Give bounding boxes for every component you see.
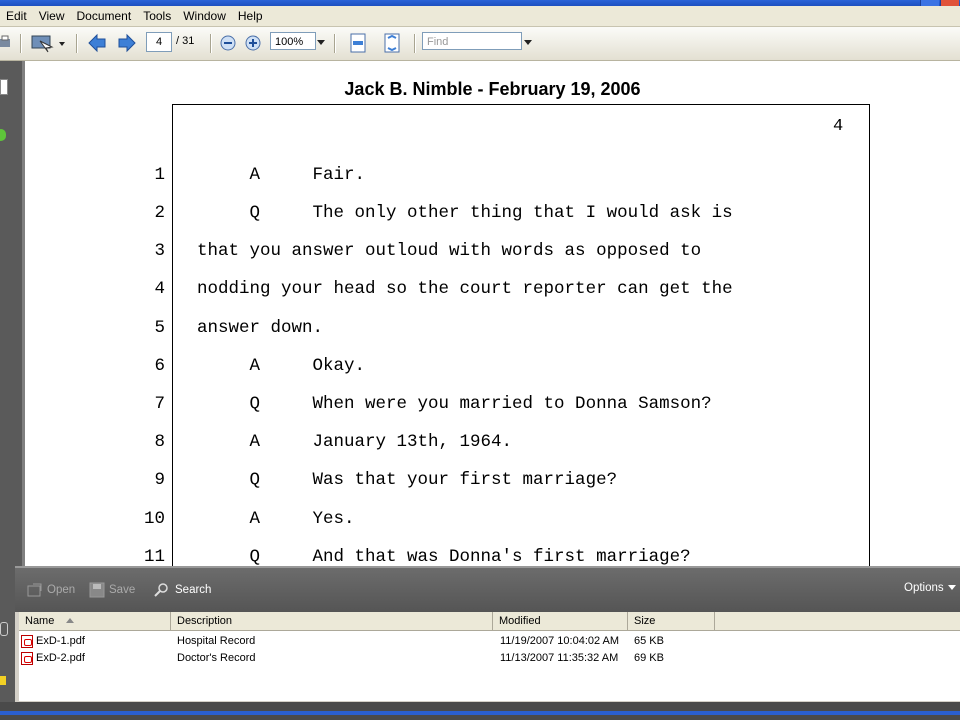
attachment-description: Hospital Record bbox=[177, 635, 256, 647]
menu-window[interactable]: Window bbox=[183, 9, 226, 23]
pdf-file-icon bbox=[21, 635, 33, 648]
column-name[interactable] bbox=[19, 612, 171, 630]
save-button[interactable] bbox=[89, 582, 135, 598]
transcript-line: Q And that was Donna's first marriage? bbox=[197, 547, 691, 566]
line-number: 9 bbox=[154, 470, 165, 490]
transcript-line: Q When were you married to Donna Samson? bbox=[197, 394, 712, 414]
line-number: 1 bbox=[154, 165, 165, 185]
options-label: Options bbox=[904, 582, 944, 594]
find-dropdown-icon[interactable] bbox=[523, 33, 533, 53]
next-page-icon[interactable] bbox=[116, 33, 138, 53]
transcript-line: A January 13th, 1964. bbox=[197, 432, 513, 452]
options-button[interactable] bbox=[904, 582, 956, 594]
attachment-name: ExD-1.pdf bbox=[36, 635, 85, 647]
toolbar-separator bbox=[334, 34, 336, 53]
attachments-toolbar bbox=[15, 568, 960, 612]
attachment-name-cell bbox=[21, 650, 85, 667]
transcript-line: Q Was that your first marriage? bbox=[197, 470, 618, 490]
line-number: 10 bbox=[143, 509, 165, 529]
transcript-line: A Yes. bbox=[197, 509, 355, 529]
attachment-row[interactable] bbox=[19, 633, 960, 650]
menu-bar bbox=[0, 6, 960, 27]
line-number: 3 bbox=[154, 241, 165, 261]
navigation-pane bbox=[0, 61, 22, 566]
taskbar-edge bbox=[0, 711, 960, 715]
attachment-size: 69 KB bbox=[634, 652, 664, 664]
toolbar-separator bbox=[414, 34, 416, 53]
menu-help[interactable]: Help bbox=[237, 9, 263, 23]
open-icon bbox=[27, 582, 43, 598]
line-number: 8 bbox=[154, 432, 165, 452]
pages-panel-icon[interactable] bbox=[0, 79, 8, 95]
menu-edit[interactable]: Edit bbox=[6, 9, 27, 23]
toolbar-separator bbox=[20, 34, 22, 53]
menu-view[interactable]: View bbox=[38, 9, 65, 23]
previous-page-icon[interactable] bbox=[86, 33, 108, 53]
line-number: 2 bbox=[154, 203, 165, 223]
attachments-list bbox=[19, 631, 960, 701]
fit-width-icon[interactable] bbox=[346, 33, 370, 53]
attachment-name-cell bbox=[21, 633, 85, 650]
page-number-input[interactable]: 4 bbox=[146, 32, 172, 52]
attachments-panel bbox=[15, 566, 960, 704]
column-description[interactable]: Description bbox=[171, 612, 493, 630]
line-number: 7 bbox=[154, 394, 165, 414]
save-icon bbox=[89, 582, 105, 598]
select-tool-icon[interactable] bbox=[30, 33, 68, 53]
column-size[interactable]: Size bbox=[628, 612, 715, 630]
open-button[interactable] bbox=[27, 582, 75, 598]
line-number: 11 bbox=[143, 547, 165, 566]
line-number: 4 bbox=[154, 279, 165, 299]
zoom-level-input[interactable]: 100% bbox=[270, 32, 316, 50]
pdf-file-icon bbox=[21, 652, 33, 665]
menu-document[interactable]: Document bbox=[76, 9, 132, 23]
open-label: Open bbox=[47, 584, 76, 596]
toolbar-separator bbox=[210, 34, 212, 53]
transcript-line: answer down. bbox=[197, 318, 324, 338]
fit-page-icon[interactable] bbox=[380, 33, 404, 53]
attachment-row[interactable] bbox=[19, 650, 960, 667]
column-modified[interactable]: Modified bbox=[493, 612, 628, 630]
save-label: Save bbox=[109, 584, 136, 596]
attachment-size: 65 KB bbox=[634, 635, 664, 647]
line-number: 6 bbox=[154, 356, 165, 376]
zoom-dropdown-icon[interactable] bbox=[316, 33, 326, 53]
attachment-name: ExD-2.pdf bbox=[36, 652, 85, 664]
attachment-clip-icon[interactable] bbox=[0, 622, 8, 636]
transcript-page-number: 4 bbox=[833, 117, 844, 136]
comment-icon[interactable] bbox=[0, 676, 6, 685]
document-page bbox=[25, 61, 960, 566]
transcript-line: A Fair. bbox=[197, 165, 366, 185]
print-icon[interactable] bbox=[0, 33, 12, 53]
document-title: Jack B. Nimble - February 19, 2006 bbox=[344, 79, 641, 99]
main-toolbar bbox=[0, 27, 960, 61]
page-count: / 31 bbox=[176, 35, 195, 47]
panel-left-strip bbox=[0, 566, 15, 702]
attachments-column-header bbox=[19, 612, 960, 631]
toolbar-separator bbox=[76, 34, 78, 53]
attachment-description: Doctor's Record bbox=[177, 652, 256, 664]
transcript-line: A Okay. bbox=[197, 356, 366, 376]
zoom-in-icon[interactable] bbox=[243, 33, 263, 53]
transcript-line: that you answer outloud with words as opposed to bbox=[197, 241, 702, 261]
transcript-line: nodding your head so the court reporter can get the bbox=[197, 279, 733, 299]
attachment-modified: 11/19/2007 10:04:02 AM bbox=[500, 635, 620, 647]
sort-ascending-icon bbox=[65, 616, 75, 624]
menu-tools[interactable]: Tools bbox=[143, 9, 172, 23]
search-label: Search bbox=[175, 584, 212, 596]
line-number: 5 bbox=[154, 318, 165, 338]
search-button[interactable] bbox=[153, 582, 211, 598]
search-icon bbox=[153, 582, 171, 598]
chevron-down-icon bbox=[948, 585, 956, 591]
status-bar bbox=[0, 702, 960, 720]
column-name-label: Name bbox=[25, 615, 55, 627]
status-icon[interactable] bbox=[0, 129, 6, 141]
zoom-out-icon[interactable] bbox=[218, 33, 238, 53]
find-input[interactable]: Find bbox=[422, 32, 522, 50]
transcript-line: Q The only other thing that I would ask is bbox=[197, 203, 733, 223]
attachment-modified: 11/13/2007 11:35:32 AM bbox=[500, 652, 619, 664]
